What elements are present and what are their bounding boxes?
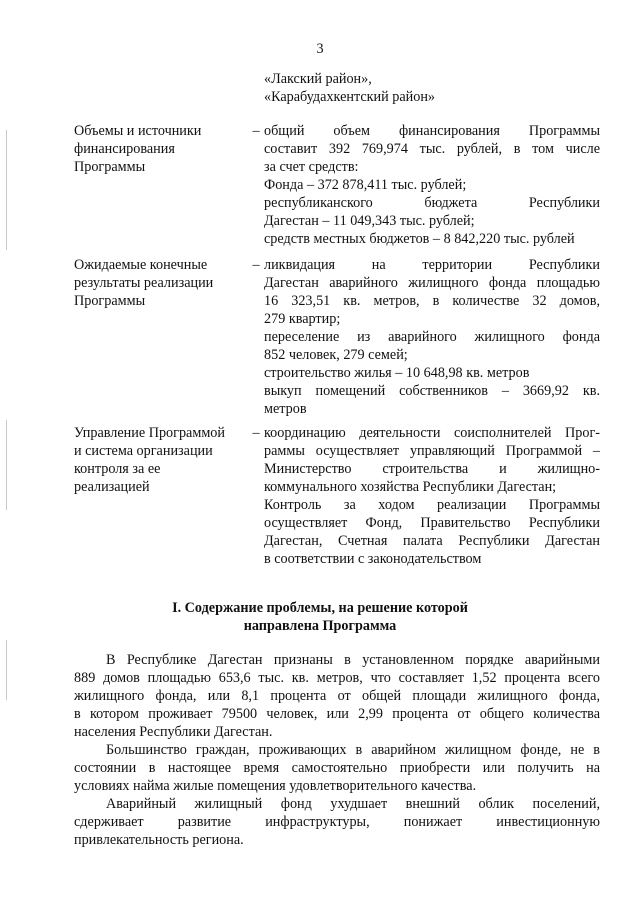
district-list-continuation bbox=[264, 70, 435, 106]
heading-line: I. Содержание проблемы, на решение которой bbox=[172, 600, 468, 616]
value-line: Фонда – 372 878,411 тыс. рублей; bbox=[264, 177, 467, 193]
value-line: 16 323,51 кв. метров, в количестве 32 домов, bbox=[264, 293, 600, 309]
paragraph-line: Аварийный жилищный фонд ухудшает внешний облик поселений, bbox=[106, 796, 600, 812]
value-line: Дагестан аварийного жилищного фонда площадью bbox=[264, 275, 600, 291]
paragraph-line: Большинство граждан, проживающих в аварийном жилищном фонде, не в bbox=[106, 742, 600, 758]
page-number: 3 bbox=[316, 41, 324, 57]
row-value bbox=[264, 256, 600, 418]
value-line: координацию деятельности соисполнителей Прог- bbox=[264, 425, 600, 441]
paragraph-line: привлекательность региона. bbox=[74, 832, 244, 848]
paragraph-line: 889 домов площадью 653,6 тыс. кв. метров, что составляет 1,52 процента всего bbox=[74, 670, 600, 686]
value-line: Контроль за ходом реализации Программы bbox=[264, 497, 600, 513]
scan-margin-mark bbox=[6, 130, 7, 250]
value-line: в соответствии с законодательством bbox=[264, 551, 482, 567]
label-line: реализацией bbox=[74, 479, 150, 495]
value-line: Дагестан, Счетная палата Республики Дагестан bbox=[264, 533, 600, 549]
paragraph-line: сдерживает развитие инфраструктуры, понижает инвестиционную bbox=[74, 814, 600, 830]
row-label bbox=[74, 256, 246, 310]
section-heading bbox=[0, 599, 640, 635]
label-line: результаты реализации bbox=[74, 275, 214, 291]
label-line: финансирования bbox=[74, 141, 175, 157]
label-line: и система организации bbox=[74, 443, 213, 459]
scan-margin-mark bbox=[6, 420, 7, 510]
row-value bbox=[264, 424, 600, 568]
value-line: переселение из аварийного жилищного фонда bbox=[264, 329, 600, 345]
value-line: Дагестан – 11 049,343 тыс. рублей; bbox=[264, 213, 475, 229]
paragraph-line: в котором проживает 79500 человек, или 2,99 процента от общего количества bbox=[74, 706, 600, 722]
paragraph-line: состоянии в настоящее время самостоятельно приобрести или получить на bbox=[74, 760, 600, 776]
value-line: общий объем финансирования Программы bbox=[264, 123, 600, 139]
value-line: коммунального хозяйства Республики Дагестан; bbox=[264, 479, 557, 495]
value-line: выкуп помещений собственников – 3669,92 кв. bbox=[264, 383, 600, 399]
district-line: «Лакский район», bbox=[264, 71, 372, 87]
row-value bbox=[264, 122, 600, 248]
district-line: «Карабудахкентский район» bbox=[264, 89, 436, 105]
paragraph-line: В Республике Дагестан признаны в установленном порядке аварийными bbox=[106, 652, 600, 668]
paragraph-line: населения Республики Дагестан. bbox=[74, 724, 273, 740]
section-body bbox=[74, 651, 600, 849]
row-dash: – bbox=[252, 257, 260, 273]
value-line: раммы осуществляет управляющий Программой – bbox=[264, 443, 600, 459]
value-line: составит 392 769,974 тыс. рублей, в том числе bbox=[264, 141, 600, 157]
row-label bbox=[74, 122, 246, 176]
scan-margin-mark bbox=[6, 640, 7, 700]
row-label bbox=[74, 424, 246, 496]
value-line: республиканского бюджета Республики bbox=[264, 195, 600, 211]
value-line: 852 человек, 279 семей; bbox=[264, 347, 408, 363]
paragraph-line: жилищного фонда, или 8,1 процента от общей площади жилищного фонда, bbox=[74, 688, 600, 704]
value-line: за счет средств: bbox=[264, 159, 359, 175]
label-line: Управление Программой bbox=[74, 425, 225, 441]
label-line: Объемы и источники bbox=[74, 123, 202, 139]
row-dash: – bbox=[252, 425, 260, 441]
value-line: ликвидация на территории Республики bbox=[264, 257, 600, 273]
value-line: 279 квартир; bbox=[264, 311, 341, 327]
value-line: метров bbox=[264, 401, 307, 417]
label-line: Программы bbox=[74, 159, 146, 175]
label-line: Программы bbox=[74, 293, 146, 309]
row-dash: – bbox=[252, 123, 260, 139]
paragraph-line: условиях найма жилые помещения удовлетворительного качества. bbox=[74, 778, 477, 794]
heading-line: направлена Программа bbox=[243, 618, 397, 634]
value-line: Министерство строительства и жилищно- bbox=[264, 461, 600, 477]
value-line: строительство жилья – 10 648,98 кв. метров bbox=[264, 365, 530, 381]
value-line: осуществляет Фонд, Правительство Республики bbox=[264, 515, 600, 531]
label-line: контроля за ее bbox=[74, 461, 161, 477]
value-line: средств местных бюджетов – 8 842,220 тыс. рублей bbox=[264, 231, 575, 247]
label-line: Ожидаемые конечные bbox=[74, 257, 208, 273]
